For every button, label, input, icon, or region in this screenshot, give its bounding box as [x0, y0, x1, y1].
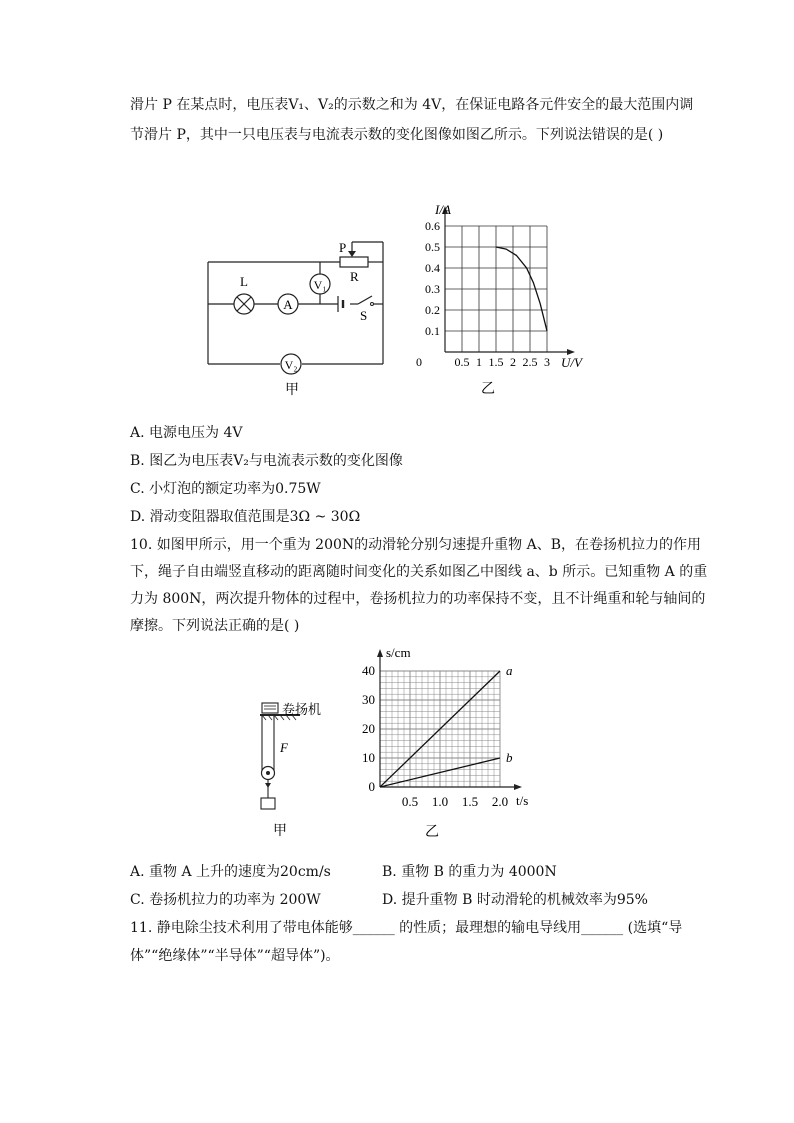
- pulley-icon: [262, 767, 275, 780]
- y-axis-label: s/cm: [386, 645, 411, 660]
- ammeter-icon: [278, 294, 298, 314]
- series-label-a: a: [506, 663, 513, 678]
- y-tick-label: 0.5: [425, 240, 440, 254]
- rheostat-label: R: [350, 269, 359, 284]
- x-axis-arrow: [514, 784, 522, 790]
- x-axis-label: t/s: [516, 793, 529, 808]
- lamp-icon: [234, 294, 254, 314]
- y-tick-label: 10: [362, 750, 375, 765]
- winch-icon: [262, 703, 278, 713]
- x-tick-label: 0.5: [401, 794, 419, 809]
- q10-stem-line-2: 下，绳子自由端竖直移动的距离随时间变化的关系如图乙中图线 a、b 所示。已知重物 A 的重: [130, 564, 708, 580]
- y-tick-label: 30: [362, 692, 375, 707]
- q9-stem-line-1: 滑片 P 在某点时，电压表V₁、V₂的示数之和为 4V，在保证电路各元件安全的最大范围内调: [130, 97, 694, 113]
- current-voltage-graph: [400, 195, 600, 400]
- y-tick-label: 0.2: [425, 303, 440, 317]
- q9-option-a: A. 电源电压为 4V: [130, 425, 243, 441]
- x-tick-label: 1.0: [431, 794, 449, 809]
- q9-stem-line-2: 节滑片 P，其中一只电压表与电流表示数的变化图像如图乙所示。下列说法错误的是( ): [130, 127, 664, 143]
- x-tick-label: 3: [544, 355, 550, 369]
- series-label-b: b: [506, 750, 513, 765]
- figure-caption-jia-2: 甲: [273, 824, 287, 839]
- x-tick-label: 2.5: [522, 355, 538, 369]
- y-tick-label: 0.3: [425, 282, 440, 296]
- slider-label: P: [339, 240, 347, 255]
- y-tick-label: 0: [368, 779, 375, 794]
- y-tick-label: 0.1: [425, 324, 440, 338]
- voltmeter-v2-icon: [281, 354, 301, 374]
- q9-option-c: C. 小灯泡的额定功率为0.75W: [130, 481, 321, 497]
- switch-label: S: [360, 308, 368, 323]
- q11-line-1: 11. 静电除尘技术利用了带电体能够______ 的性质；最理想的输电导线用______ (选填“导: [130, 920, 683, 936]
- svg-text:V₂: V₂: [284, 358, 298, 372]
- q10-option-a: A. 重物 A 上升的速度为20cm/s: [130, 864, 331, 880]
- figure-caption-yi: 乙: [481, 382, 495, 397]
- figure-caption-yi-2: 乙: [425, 825, 439, 840]
- x-tick-label: 2.0: [491, 794, 509, 809]
- svg-text:A: A: [283, 297, 293, 312]
- figure-caption-jia: 甲: [285, 383, 299, 398]
- x-tick-label: 2: [510, 355, 516, 369]
- distance-time-graph: [340, 640, 540, 845]
- lamp-label: L: [240, 274, 248, 289]
- q10-stem-line-1: 10. 如图甲所示，用一个重为 200N的动滑轮分别匀速提升重物 A、B，在卷扬机拉力的作用: [130, 537, 701, 553]
- y-tick-label: 40: [362, 663, 375, 678]
- y-tick-label: 0.6: [425, 219, 440, 233]
- y-axis-label: I/A: [435, 202, 451, 217]
- force-label: F: [280, 740, 288, 755]
- y-tick-label: 20: [362, 721, 375, 736]
- pulley-diagram: [240, 695, 340, 845]
- y-tick-label: 0.4: [425, 261, 440, 275]
- x-axis-label: U/V: [561, 355, 582, 370]
- x-tick-label: 1.5: [461, 794, 479, 809]
- winch-label: 卷扬机: [282, 702, 322, 717]
- q11-line-2: 体”“绝缘体”“半导体”“超导体”)。: [130, 948, 340, 964]
- q10-option-d: D. 提升重物 B 时动滑轮的机械效率为95%: [382, 892, 648, 908]
- svg-text:V₁: V₁: [313, 278, 327, 292]
- y-axis-arrow: [377, 649, 383, 657]
- q9-option-d: D. 滑动变阻器取值范围是3Ω ~ 30Ω: [130, 509, 361, 525]
- q10-stem-line-4: 摩擦。下列说法正确的是( ): [130, 618, 300, 634]
- q10-option-c: C. 卷扬机拉力的功率为 200W: [130, 892, 321, 908]
- x-tick-label: 0: [416, 355, 422, 369]
- q9-option-b: B. 图乙为电压表V₂与电流表示数的变化图像: [130, 453, 403, 469]
- q10-stem-line-3: 力为 800N，两次提升物体的过程中，卷扬机拉力的功率保持不变，且不计绳重和轮与轴间的: [130, 591, 706, 607]
- q10-option-b: B. 重物 B 的重力为 4000N: [382, 864, 557, 880]
- x-tick-label: 1.5: [488, 355, 504, 369]
- circuit-diagram: [200, 230, 400, 405]
- x-tick-label: 0.5: [454, 355, 470, 369]
- x-tick-label: 1: [476, 355, 482, 369]
- voltmeter-v1-icon: [310, 274, 330, 294]
- load-icon: [261, 798, 275, 809]
